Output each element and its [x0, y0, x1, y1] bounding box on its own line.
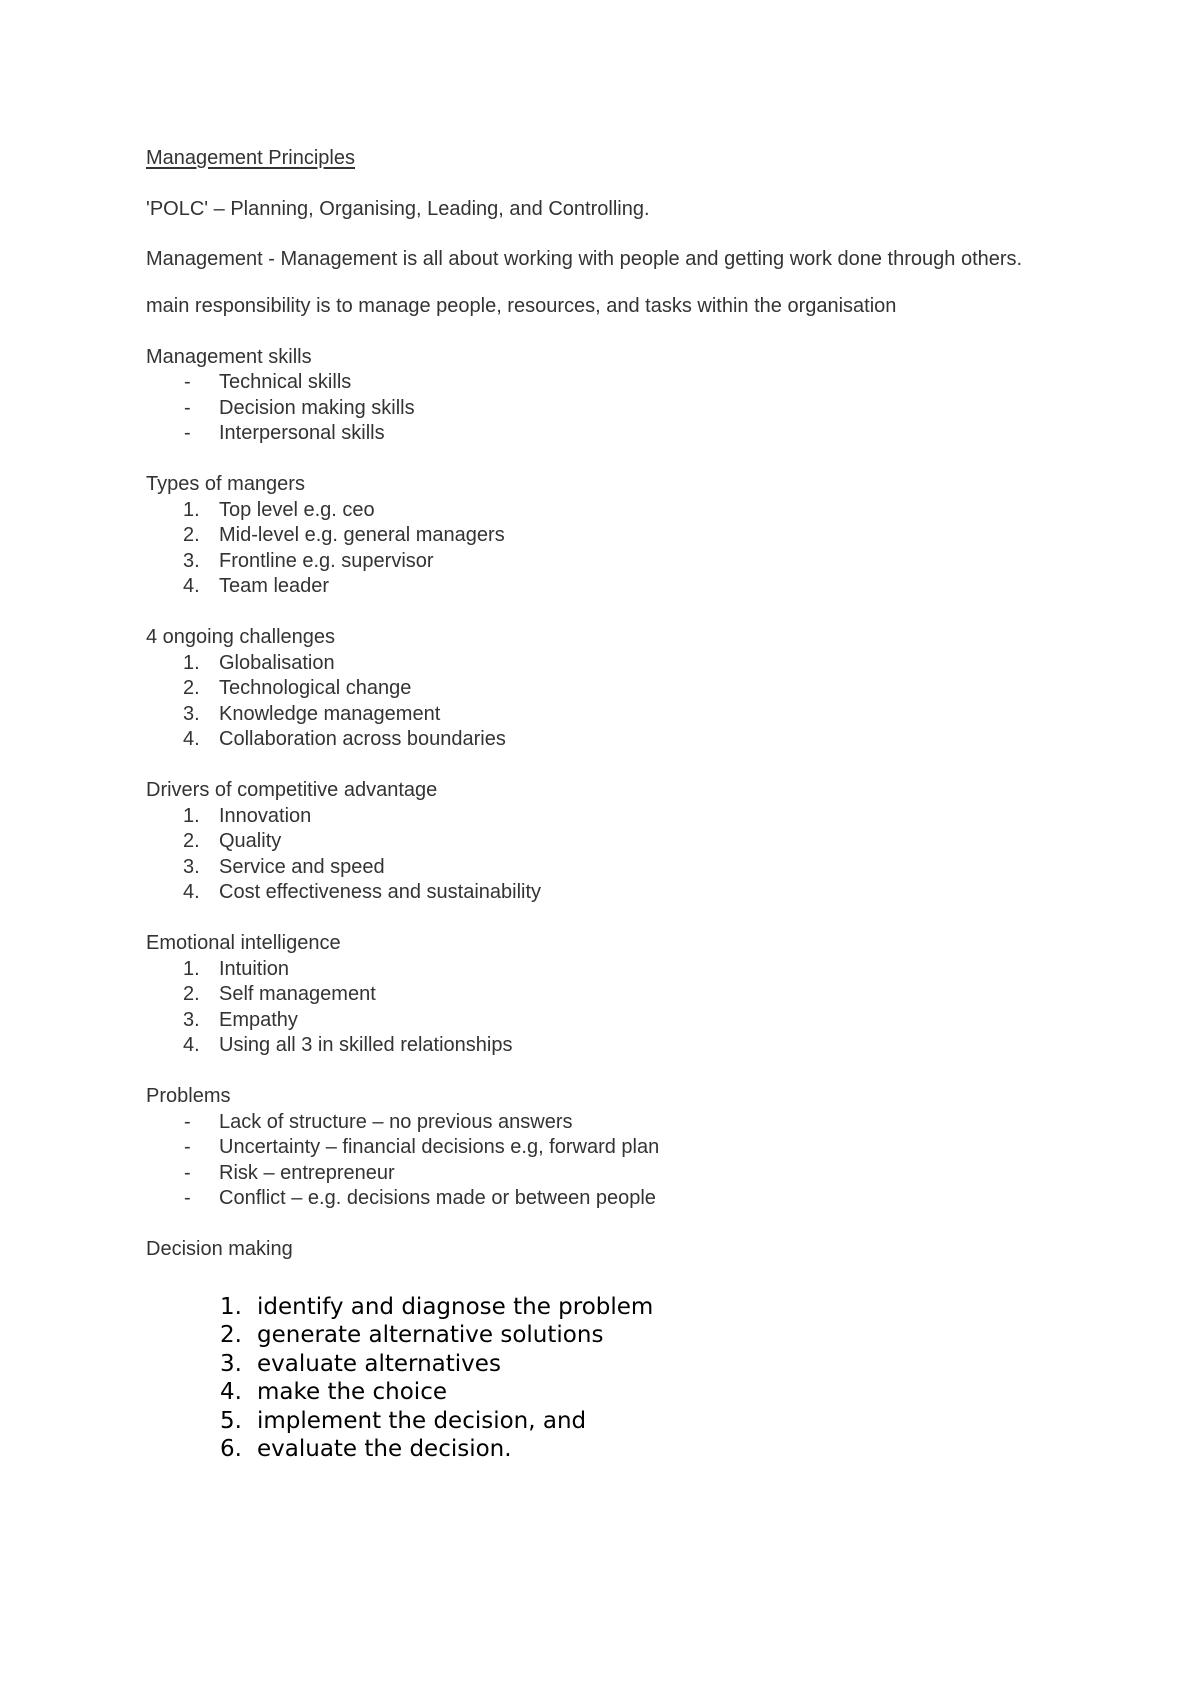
list-marker: 1. [183, 804, 200, 827]
list-item [146, 1135, 1046, 1161]
list-item-text: Conflict – e.g. decisions made or between people [219, 1187, 656, 1209]
list-marker: - [184, 1136, 191, 1158]
list-marker: 3. [183, 855, 200, 878]
list-marker: 4. [220, 1379, 242, 1405]
section-heading: 4 ongoing challenges [146, 626, 336, 648]
list-item [146, 549, 1046, 575]
list-marker: - [184, 1161, 191, 1184]
list-marker: 3. [183, 549, 200, 572]
section-heading: Types of mangers [146, 473, 305, 495]
list-item [146, 880, 1046, 906]
list-item-text: Interpersonal skills [219, 422, 385, 444]
list-item [146, 1110, 1046, 1136]
list-item [146, 982, 1046, 1008]
list-item [146, 676, 1046, 702]
list-item-text: Technological change [219, 677, 412, 699]
decision-step-text: implement the decision, and [257, 1407, 587, 1434]
main-responsibility: main responsibility is to manage people, resources, and tasks within the organisation [146, 294, 897, 317]
section-heading: Drivers of competitive advantage [146, 779, 438, 801]
section-heading: Management skills [146, 345, 312, 368]
list-item [146, 370, 1046, 396]
decision-step [146, 1378, 1046, 1407]
list-marker: 4. [183, 728, 200, 750]
list-item [146, 1186, 1046, 1212]
decision-step-text: generate alternative solutions [257, 1322, 604, 1348]
decision-step-text: evaluate alternatives [257, 1350, 501, 1377]
list-marker: 6. [220, 1436, 242, 1462]
list-marker: - [184, 396, 191, 419]
list-item [146, 702, 1046, 728]
list-marker: - [184, 1110, 191, 1133]
decision-steps-list [146, 1293, 1046, 1464]
list-marker: 4. [183, 881, 200, 903]
list-marker: - [184, 1187, 191, 1209]
list-marker: 2. [183, 830, 200, 852]
list-item-text: Cost effectiveness and sustainability [219, 881, 542, 903]
document-title: Management Principles [146, 147, 355, 169]
list-item-text: Top level e.g. ceo [219, 498, 375, 521]
list-marker: - [184, 422, 191, 444]
list-item-text: Decision making skills [219, 396, 415, 419]
section-heading: Emotional intelligence [146, 932, 341, 954]
sections-container [146, 345, 1046, 1212]
section-heading: Problems [146, 1085, 231, 1107]
list-marker: 2. [183, 983, 200, 1005]
list-item [146, 1008, 1046, 1034]
list-marker: 2. [183, 677, 200, 699]
numbered-list [146, 804, 1046, 906]
list-marker: 1. [183, 498, 200, 521]
list-marker: - [184, 371, 191, 393]
list-item-text: Uncertainty – financial decisions e.g, forward plan [219, 1136, 660, 1158]
numbered-list [146, 957, 1046, 1059]
list-item [146, 957, 1046, 983]
list-item-text: Quality [219, 830, 282, 852]
document-page [146, 146, 1046, 1464]
bullet-list [146, 370, 1046, 447]
list-item [146, 396, 1046, 422]
list-item-text: Lack of structure – no previous answers [219, 1110, 573, 1133]
list-item-text: Risk – entrepreneur [219, 1161, 395, 1184]
management-definition: Management - Management is all about working with people and getting work done through others. [146, 248, 1023, 270]
list-marker: 4. [183, 1034, 200, 1056]
bullet-list [146, 1110, 1046, 1212]
list-item [146, 727, 1046, 753]
list-item-text: Intuition [219, 957, 290, 980]
decision-step-text: identify and diagnose the problem [257, 1293, 654, 1320]
list-item-text: Collaboration across boundaries [219, 728, 506, 750]
list-item [146, 574, 1046, 600]
list-item-text: Technical skills [219, 371, 352, 393]
decision-step [146, 1435, 1046, 1464]
list-marker: 3. [183, 1008, 200, 1031]
list-item [146, 855, 1046, 881]
decision-step [146, 1321, 1046, 1350]
list-item-text: Self management [219, 983, 376, 1005]
list-item-text: Globalisation [219, 651, 335, 674]
list-item-text: Team leader [219, 575, 330, 597]
list-marker: 1. [183, 651, 200, 674]
decision-step-text: evaluate the decision. [257, 1436, 512, 1462]
decision-step-text: make the choice [257, 1379, 447, 1405]
decision-step [146, 1293, 1046, 1322]
list-item [146, 1033, 1046, 1059]
decision-step [146, 1350, 1046, 1379]
polc-line: 'POLC' – Planning, Organising, Leading, and Controlling. [146, 197, 650, 220]
list-item-text: Service and speed [219, 855, 385, 878]
list-item [146, 829, 1046, 855]
list-item-text: Innovation [219, 804, 312, 827]
list-item [146, 804, 1046, 830]
decision-step [146, 1407, 1046, 1436]
list-item-text: Empathy [219, 1008, 298, 1031]
list-marker: 2. [220, 1322, 242, 1348]
list-marker: 5. [220, 1407, 242, 1434]
list-marker: 4. [183, 575, 200, 597]
list-item-text: Using all 3 in skilled relationships [219, 1034, 513, 1056]
list-marker: 3. [220, 1350, 242, 1377]
section-heading-decision-making: Decision making [146, 1238, 293, 1260]
list-item [146, 421, 1046, 447]
list-item [146, 498, 1046, 524]
list-marker: 1. [220, 1293, 242, 1320]
list-marker: 1. [183, 957, 200, 980]
numbered-list [146, 651, 1046, 753]
list-item-text: Frontline e.g. supervisor [219, 549, 434, 572]
list-item [146, 523, 1046, 549]
list-item-text: Mid-level e.g. general managers [219, 524, 505, 546]
list-marker: 3. [183, 702, 200, 725]
numbered-list [146, 498, 1046, 600]
list-item-text: Knowledge management [219, 702, 441, 725]
list-item [146, 1161, 1046, 1187]
list-marker: 2. [183, 524, 200, 546]
list-item [146, 651, 1046, 677]
